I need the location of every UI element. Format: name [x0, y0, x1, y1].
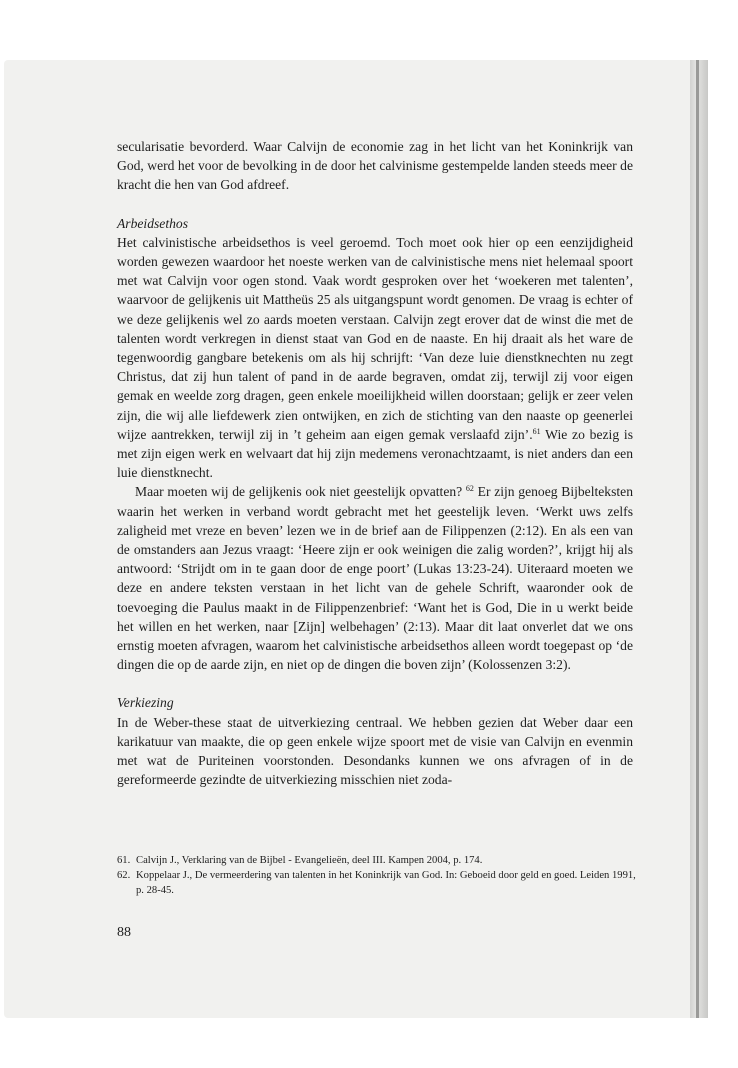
heading-arbeidsethos: Arbeidsethos	[117, 215, 188, 231]
paragraph-verkiezing-1: In de Weber-these staat de uitverkiezing centraal. We hebben gezien dat Weber daar een karikatuur van maakte, die op geen enkele wijze spoort met de visie van Calvijn en evenmin met wat de Puriteinen voorstonden. Desondanks kunnen we ons afvragen of in de gereformeerde gezindte de uitverkiezing misschien niet zoda-	[117, 714, 633, 788]
paragraph-text: Wie zo bezig is met zijn eigen werk en welvaart dat hij zijn medemens veronachtzaamt, is niet anders dan een luie dienstknecht.	[117, 426, 633, 481]
paragraph-arbeidsethos-2	[117, 482, 633, 674]
footnote-number: 61.	[117, 855, 131, 866]
page-edge-shadow	[696, 60, 699, 1018]
footnote-ref-62: 62	[465, 484, 474, 494]
paragraph-text: Het calvinistische arbeidsethos is veel geroemd. Toch moet ook hier op een eenzijdigheid worden gewezen waardoor het noeste werken van de calvinistische mens niet helemaal spoort met wat Calvijn voor ogen stond. Vaak wordt gesproken over het ‘woekeren met talenten’, waarvoor de gelijkenis uit Mattheüs 25 als uitgangspunt wordt genomen. De vraag is echter of we deze gelijkenis wel zo aards moeten verstaan. Calvijn zegt erover dat de winst die met de talenten wordt verkregen in dienst staat van God en de naaste. En hij draait als het ware de tegenwoordig gangbare betekenis om als hij schrijft: ‘Van deze luie dienstknechten nu zegt Christus, dat zij hun talent of pand in de aarde begraven, omdat zij, terwijl zij voor eigen gemak en weelde zorg dragen, geen enkele moeilijkheid willen doorstaan; gelijk er zeer velen zijn, die wij alle liefdewerk zien ontwijken, en zich de stichting van den naaste op geenerlei wijze aantrekken, terwijl zij in ’t geheim aan eigen gemak verslaafd zijn’.	[117, 234, 633, 442]
footnote-text: Calvijn J., Verklaring van de Bijbel - Evangelieën, deel III. Kampen 2004, p. 174.	[136, 855, 483, 866]
body-text	[117, 137, 633, 790]
footnote-number: 62.	[117, 870, 131, 881]
footnotes	[117, 853, 637, 898]
paragraph-arbeidsethos-1	[117, 233, 633, 483]
heading-verkiezing: Verkiezing	[117, 695, 174, 711]
page-number: 88	[117, 925, 131, 940]
footnote-61	[117, 853, 637, 868]
paragraph-text: Maar moeten wij de gelijkenis ook niet geestelijk opvatten?	[135, 484, 466, 500]
page-edge	[690, 60, 708, 1018]
footnote-text: Koppelaar J., De vermeerdering van talenten in het Koninkrijk van God. In: Geboeid door geld en goed. Leiden 1991, p. 28-45.	[136, 870, 636, 896]
paragraph-intro: secularisatie bevorderd. Waar Calvijn de economie zag in het licht van het Koninkrijk van God, werd het voor de bevolking in de door het calvinisme gestempelde landen steeds meer de kracht die hen van God afdreef.	[117, 139, 633, 193]
footnote-ref-61: 61	[532, 426, 541, 436]
footnote-62	[117, 868, 637, 898]
paragraph-text: Er zijn genoeg Bijbelteksten waarin het werken in verband wordt gebracht met het geestelijk leven. ‘Werkt uws zelfs zaligheid met vreze en beven’ lezen we in de brief aan de Filippenzen (2:12). En als een van de omstanders aan Jezus vraagt: ‘Heere zijn er ook weinigen die zalig worden?’, krijgt hij als antwoord: ‘Strijdt om in te gaan door de enge poort’ (Lukas 13:23-24). Uiteraard moeten we deze en andere teksten verstaan in het licht van de gehele Schrift, waaronder ook de toevoeging die Paulus maakt in de Filippenzenbrief: ‘Want het is God, Die in u werkt beide het willen en het werken, naar [Zijn] welbehagen’ (2:13). Maar dit laat onverlet dat we ons ernstig moeten afvragen, waarom het calvinistische arbeidsethos alleen wordt toegepast op ‘de dingen die op de aarde zijn, en niet op de dingen die boven zijn’ (Kolossenzen 3:2).	[117, 484, 633, 673]
